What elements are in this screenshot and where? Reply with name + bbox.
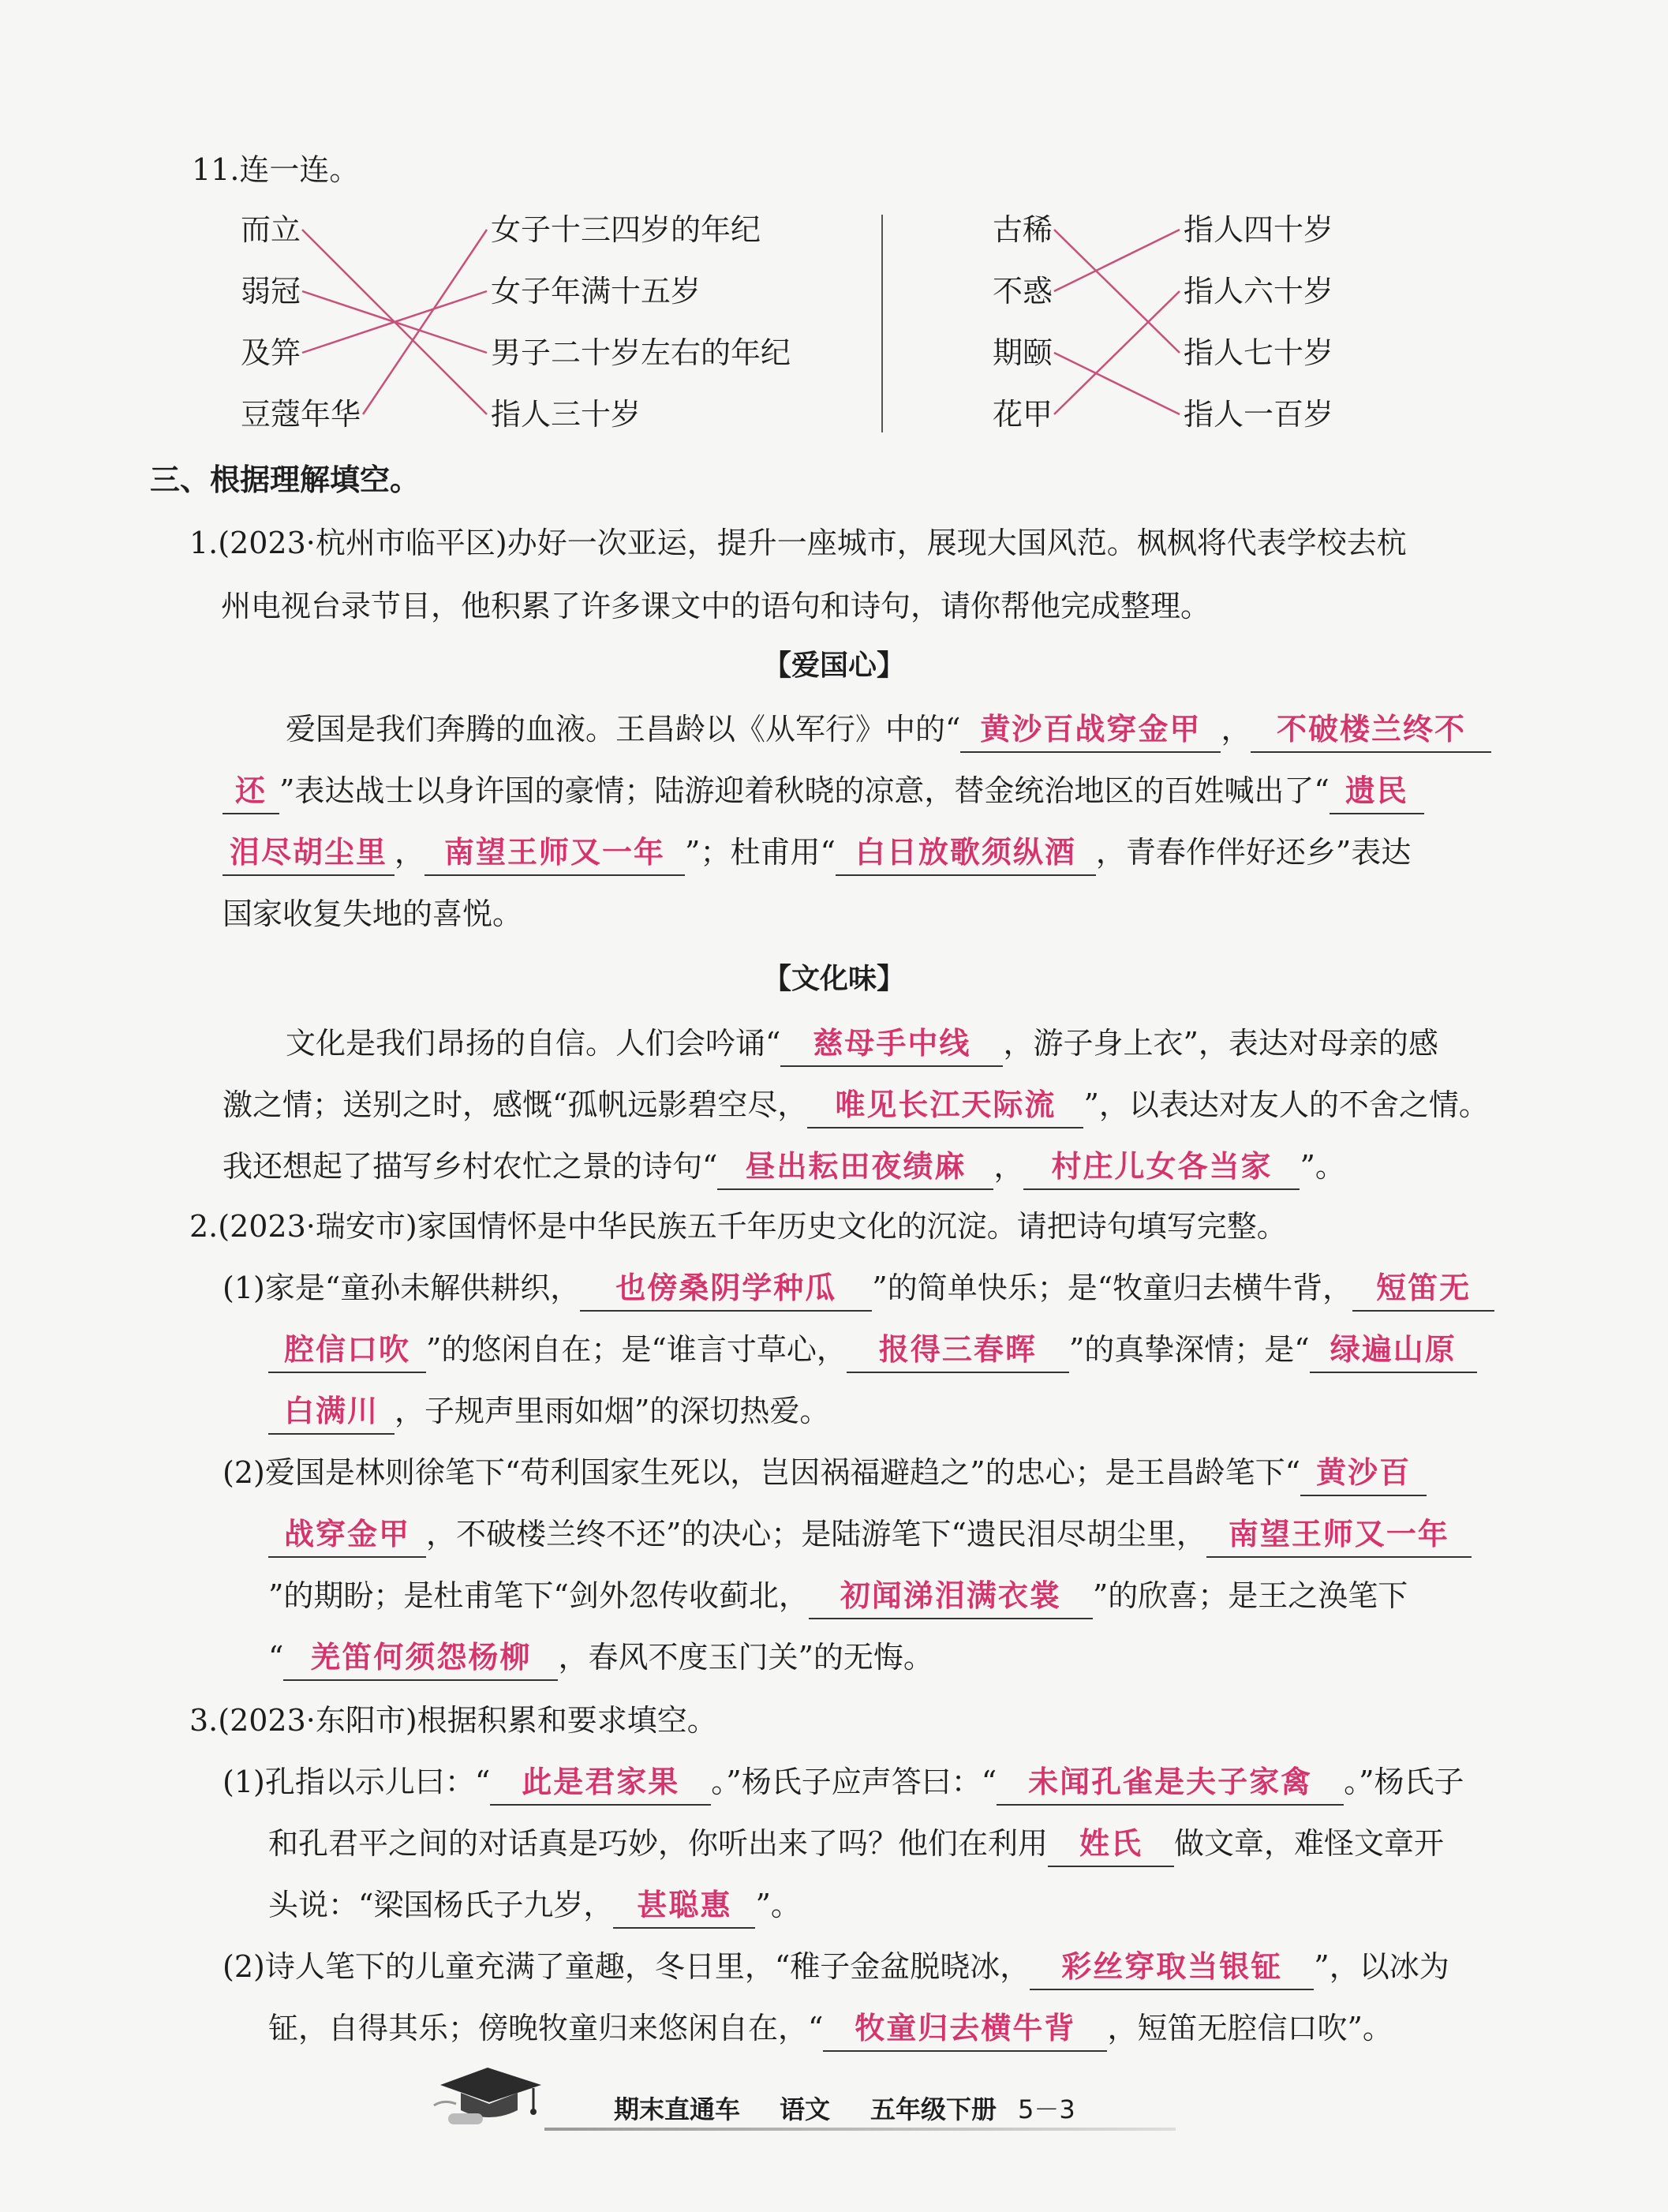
text: ”。 [755,1888,801,1922]
answer-blank[interactable]: 姓氏 [1048,1821,1174,1867]
text: ，青春作伴好还乡”表达 [1095,835,1412,870]
p3-s2-line1 [223,1943,1449,1990]
text: ， [1221,712,1251,747]
text: 。”杨氏子 [1344,1765,1464,1799]
answer-blank[interactable]: 昼出耘田夜绩麻 [717,1144,993,1190]
text: (1)孔指以示儿曰：“ [223,1765,491,1799]
p1-a-line2 [223,767,1424,814]
p1-intro-line1: 1.(2023·杭州市临平区)办好一次亚运，提升一座城市，展现大国风范。枫枫将代表学校去杭 [189,526,1407,560]
text: (2)诗人笔下的儿童充满了童趣，冬日里，“稚子金盆脱晓冰， [223,1949,1030,1984]
answer-blank[interactable]: 战穿金甲 [268,1512,426,1558]
right-def-4: 指人一百岁 [1184,397,1334,432]
p3-s1-line1 [223,1758,1464,1806]
text: ”的简单快乐；是“牧童归去横牛背， [872,1271,1353,1305]
section-3-title: 三、根据理解填空。 [150,462,421,497]
match-line-huajia [1054,291,1180,414]
p2-s1-line2 [268,1326,1477,1373]
footer-book: 期末直通车 [614,2094,741,2124]
match-line-qiyi [1054,353,1180,414]
text: (2)爱国是林则徐笔下“苟利国家生死以，岂因祸福避趋之”的忠心；是王昌龄笔下“ [223,1455,1301,1490]
answer-blank[interactable]: 村庄儿女各当家 [1023,1144,1300,1190]
right-term-4: 花甲 [993,397,1053,432]
text: ，游子身上衣”，表达对母亲的感 [1003,1026,1438,1061]
p2-s2-line3 [268,1572,1408,1619]
answer-blank[interactable]: 白满川 [268,1389,395,1435]
left-def-2: 女子年满十五岁 [491,274,701,309]
answer-blank[interactable]: 遗民 [1330,769,1424,814]
answer-blank[interactable]: 不破楼兰终不 [1251,707,1491,753]
right-def-3: 指人七十岁 [1184,335,1334,370]
text: ”表达战士以身许国的豪情；陆游迎着秋晓的凉意，替金统治地区的百姓喊出了“ [279,773,1330,808]
text: ，子规声里雨如烟”的深切热爱。 [395,1394,830,1428]
answer-blank[interactable]: 短笛无 [1352,1266,1494,1312]
text: ， [395,835,425,870]
answer-blank[interactable]: 慈母手中线 [780,1021,1003,1067]
p2-s2-line2 [268,1510,1472,1558]
text: ，春风不度玉门关”的无悔。 [558,1640,933,1675]
heading-aiguoxin: 【爱国心】 [762,649,905,682]
answer-blank[interactable]: 白日放歌须纵酒 [836,830,1096,876]
text: 爱国是我们奔腾的血液。王昌龄以《从军行》中的“ [286,712,961,747]
p1-a-line4: 国家收复失地的喜悦。 [223,896,523,931]
answer-blank[interactable]: 黄沙百 [1300,1450,1427,1496]
footer-rule [544,2128,1176,2131]
p1-c-line3 [223,1143,1345,1190]
footer-page-number: 5－3 [1018,2094,1075,2124]
answer-blank[interactable]: 黄沙百战穿金甲 [960,707,1221,753]
footer-subject: 语文 [780,2094,831,2124]
answer-blank[interactable]: 泪尽胡尘里 [223,830,395,876]
right-term-1: 古稀 [993,212,1053,247]
text: “ [268,1640,284,1675]
text: ”的期盼；是杜甫笔下“剑外忽传收蓟北， [268,1578,809,1613]
p1-a-line1 [286,706,1491,753]
answer-blank[interactable]: 甚聪惠 [613,1883,755,1929]
p1-a-line3 [223,829,1411,876]
text: ”，以表达对友人的不舍之情。 [1083,1087,1489,1122]
text: ”，以冰为 [1314,1949,1449,1984]
left-def-3: 男子二十岁左右的年纪 [491,335,791,370]
p3-s1-line3 [268,1881,801,1929]
text: 头说：“梁国杨氏子九岁， [268,1888,614,1922]
p3-s2-line2 [268,2004,1393,2052]
p3-intro: 3.(2023·东阳市)根据积累和要求填空。 [189,1703,717,1738]
text: ”的欣喜；是王之涣笔下 [1092,1578,1408,1613]
match-line-guxi [1054,230,1180,353]
p1-intro-line2: 州电视台录节目，他积累了许多课文中的语句和诗句，请你帮他完成整理。 [221,589,1211,623]
q11-title: 11.连一连。 [192,152,360,187]
answer-blank[interactable]: 南望王师又一年 [1206,1512,1472,1558]
answer-blank[interactable]: 未闻孔雀是夫子家禽 [997,1760,1344,1806]
match-line-buhuo [1054,230,1180,291]
answer-blank[interactable]: 绿遍山原 [1310,1327,1477,1373]
p2-s2-line1 [223,1449,1427,1496]
matching-lines [0,0,1668,489]
text: ”。 [1300,1149,1345,1184]
answer-blank[interactable]: 牧童归去横牛背 [823,2006,1107,2052]
left-term-4: 豆蔻年华 [241,397,361,432]
right-term-3: 期颐 [993,335,1053,370]
p2-intro: 2.(2023·瑞安市)家国情怀是中华民族五千年历史文化的沉淀。请把诗句填写完整。 [189,1209,1287,1244]
text: 钲，自得其乐；傍晚牧童归来悠闲自在，“ [268,2011,824,2045]
right-term-2: 不惑 [993,274,1053,309]
p2-s2-line4 [268,1634,933,1681]
answer-blank[interactable]: 也傍桑阴学种瓜 [580,1266,872,1312]
text: ， [993,1149,1024,1184]
answer-blank[interactable]: 羌笛何须怨杨柳 [283,1635,558,1681]
text: 激之情；送别之时，感慨“孤帆远影碧空尽， [223,1087,808,1122]
text: (1)家是“童孙未解供耕织， [223,1271,581,1305]
left-term-1: 而立 [241,212,301,247]
right-def-2: 指人六十岁 [1184,274,1334,309]
answer-blank[interactable]: 南望王师又一年 [424,830,685,876]
left-def-1: 女子十三四岁的年纪 [491,212,761,247]
answer-blank[interactable]: 彩丝穿取当银钲 [1030,1944,1314,1990]
text: 做文章，难怪文章开 [1174,1826,1445,1861]
match-line-doukou [363,230,487,414]
right-def-1: 指人四十岁 [1184,212,1334,247]
answer-blank[interactable]: 还 [223,769,279,814]
text: ，短笛无腔信口吹”。 [1107,2011,1393,2045]
footer-grade: 五年级下册 [870,2094,997,2124]
graduation-cap-icon [432,2061,551,2134]
answer-blank[interactable]: 腔信口吹 [268,1327,426,1373]
text: 我还想起了描写乡村农忙之景的诗句“ [223,1149,718,1184]
answer-blank[interactable]: 初闻涕泪满衣裳 [809,1574,1093,1619]
p2-s1-line1 [223,1264,1494,1312]
p3-s1-line2 [268,1820,1444,1867]
answer-blank[interactable]: 此是君家果 [490,1760,711,1806]
text: 。”杨氏子应声答曰：“ [711,1765,997,1799]
p2-s1-line3 [268,1387,829,1435]
text: ”；杜甫用“ [685,835,836,870]
left-term-3: 及笄 [241,335,301,370]
text: ，不破楼兰终不还”的决心；是陆游笔下“遗民泪尽胡尘里， [426,1517,1206,1551]
text: ”的悠闲自在；是“谁言寸草心， [426,1332,847,1367]
text: ”的真挚深情；是“ [1068,1332,1310,1367]
p1-c-line2 [223,1081,1489,1128]
left-def-4: 指人三十岁 [491,397,641,432]
left-term-2: 弱冠 [241,274,301,309]
answer-blank[interactable]: 唯见长江天际流 [807,1083,1083,1128]
text: 和孔君平之间的对话真是巧妙，你听出来了吗？他们在利用 [268,1826,1049,1861]
p1-c-line1 [286,1020,1438,1067]
heading-wenhuawei: 【文化味】 [762,963,905,995]
answer-blank[interactable]: 报得三春晖 [847,1327,1069,1373]
text: 文化是我们昂扬的自信。人们会吟诵“ [286,1026,781,1061]
